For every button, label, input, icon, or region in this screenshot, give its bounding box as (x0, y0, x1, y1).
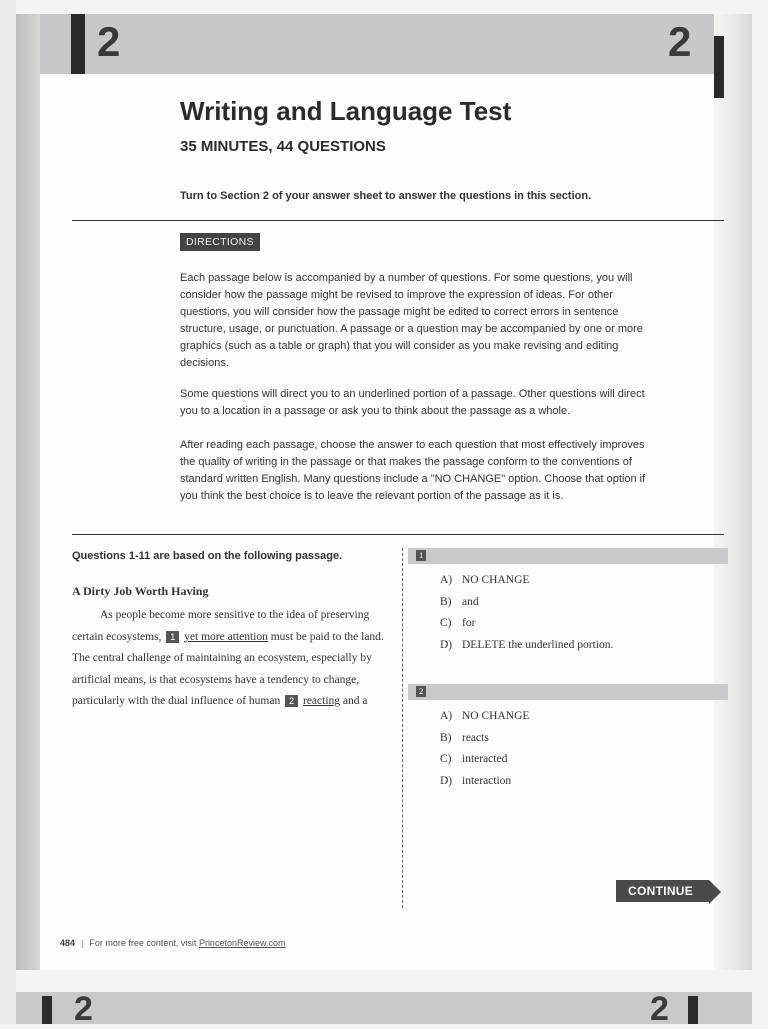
choice-letter: A) (440, 574, 453, 586)
column-divider (402, 548, 403, 908)
choice-letter: A) (440, 710, 453, 722)
top-divider (72, 220, 724, 221)
question-1 (408, 548, 728, 656)
page-binding-shadow (16, 14, 40, 970)
answer-choice[interactable] (440, 728, 728, 750)
section-number-right: 2 (650, 990, 669, 1028)
passage-text (72, 605, 392, 713)
section-instruction: Turn to Section 2 of your answer sheet to answer the questions in this section. (180, 190, 592, 202)
test-subtitle: 35 MINUTES, 44 QUESTIONS (180, 138, 386, 155)
question-number: 1 (416, 550, 426, 561)
directions-paragraph-3: After reading each passage, choose the answer to each question that most effectively improves the quality of writing in the passage or that makes the passage conform to the conventions of standard written English. Many questions include a "NO CHANGE" option. Choose that option if you think the best choice is to leave the relevant portion of the passage as it is. (180, 439, 646, 502)
middle-divider (72, 534, 724, 535)
answer-choice[interactable] (440, 635, 728, 657)
answer-choice[interactable] (440, 592, 728, 614)
choice-text: reacts (462, 731, 489, 744)
answer-choices (440, 570, 728, 656)
continue-button[interactable] (616, 880, 709, 902)
question-2 (408, 684, 728, 792)
section-number-left: 2 (97, 18, 121, 65)
choice-text: interaction (462, 774, 512, 787)
section-number-right: 2 (668, 18, 692, 65)
answer-choice[interactable] (440, 706, 728, 728)
section-marker-right (688, 996, 698, 1024)
footer-link[interactable]: PrincetonReview.com (198, 938, 286, 948)
test-title: Writing and Language Test (180, 96, 512, 126)
directions-paragraph-2: Some questions will direct you to an underlined portion of a passage. Other questions will direct you to a location in a passage or ask you to think about the passage as a whole. (180, 388, 645, 417)
section-marker-left (71, 14, 85, 74)
passage-text-3: and a (342, 695, 368, 707)
section-number-left: 2 (74, 990, 93, 1028)
answer-choice[interactable] (440, 749, 728, 771)
choice-text: interacted (462, 753, 508, 765)
answer-choices (440, 706, 728, 792)
choice-text: DELETE the underlined portion. (462, 638, 614, 651)
answer-choice[interactable] (440, 570, 728, 592)
choice-letter: C) (440, 617, 452, 629)
choice-letter: D) (440, 638, 453, 651)
choice-text: NO CHANGE (462, 574, 530, 586)
choice-letter: C) (440, 753, 452, 765)
answer-choice[interactable] (440, 771, 728, 793)
question-number: 2 (416, 686, 426, 697)
choice-letter: B) (440, 731, 452, 744)
answer-choice[interactable] (440, 613, 728, 635)
arrow-right-icon (709, 880, 721, 904)
passage-text-2: must be paid to the land. The central challenge of maintaining an ecosystem, especially by artificial means, is that ecosystems have a tendency to change, particularly with the dual influence of human (72, 630, 384, 707)
continue-label: CONTINUE (616, 880, 709, 902)
question-marker-2[interactable]: 2 (285, 695, 298, 707)
footer-separator: | (81, 938, 84, 948)
passage-column (72, 550, 392, 713)
directions-label: DIRECTIONS (180, 233, 260, 251)
choice-letter: D) (440, 774, 453, 787)
underlined-portion-1[interactable]: yet more attention (184, 630, 268, 643)
page-footer (60, 938, 285, 948)
directions-paragraph-1: Each passage below is accompanied by a number of questions. For some questions, you will consider how the passage might be revised to improve the expression of ideas. For other questions, you will consider how the passage might be edited to correct errors in sentence structure, usage, or punctuation. A passage or a question may be accompanied by one or more graphics (such as a table or graph) that you will consider as you make revising and editing decisions. (180, 272, 643, 369)
section-marker-left (42, 996, 52, 1024)
passage-text-1: As people become more sensitive to the idea of preserving certain ecosystems, (72, 609, 370, 643)
section-marker-right (714, 36, 724, 98)
passage-heading: Questions 1-11 are based on the following passage. (72, 550, 343, 562)
choice-text: and (462, 595, 479, 608)
underlined-portion-2[interactable]: reacting (302, 695, 341, 707)
choice-text: for (462, 617, 476, 629)
choice-text: NO CHANGE (462, 710, 530, 722)
scan-margin (0, 0, 16, 1024)
question-marker-1[interactable]: 1 (166, 631, 179, 643)
footer-text: For more free content, visit (89, 938, 197, 948)
next-page-header (16, 990, 752, 1028)
question-bar (408, 548, 728, 564)
test-page (16, 14, 752, 970)
question-bar (408, 684, 728, 700)
page-number: 484 (60, 938, 76, 948)
choice-letter: B) (440, 595, 452, 608)
section-header-band (40, 14, 714, 74)
page-edge-shadow (714, 14, 752, 970)
passage-title: A Dirty Job Worth Having (72, 584, 209, 598)
